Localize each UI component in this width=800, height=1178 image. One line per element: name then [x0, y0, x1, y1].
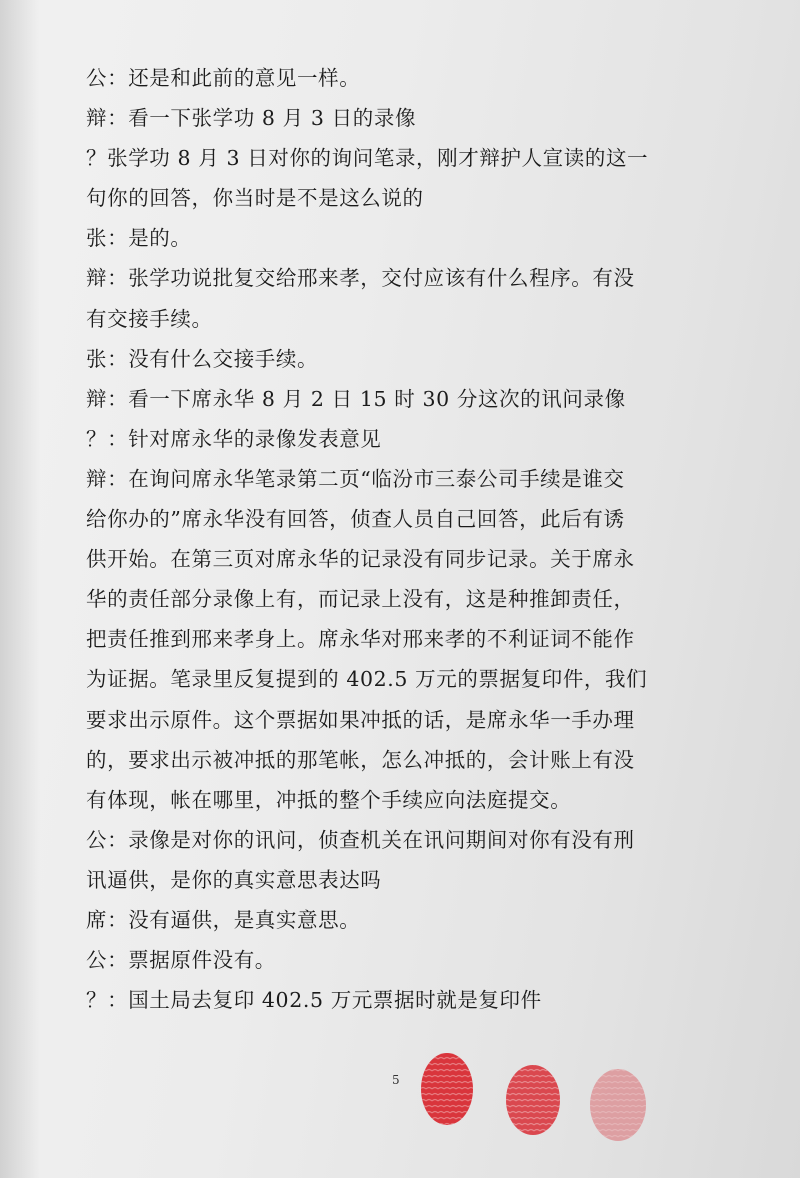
transcript-line: 辩：在询问席永华笔录第二页“临汾市三泰公司手续是谁交 [86, 466, 625, 491]
transcript-line: 给你办的”席永华没有回答，侦查人员自己回答，此后有诱 [86, 507, 625, 532]
transcript-line: 张：是的。 [86, 226, 192, 251]
transcript-line: 讯逼供，是你的真实意思表达吗 [86, 867, 382, 892]
transcript-line: 华的责任部分录像上有，而记录上没有，这是种推卸责任， [86, 587, 635, 612]
transcript-line: 辩：看一下席永华 8 月 2 日 15 时 30 分这次的讯问录像 [86, 386, 626, 411]
transcript-line: 公：录像是对你的讯问，侦查机关在讯问期间对你有没有刑 [86, 827, 635, 852]
transcript-line: 有体现，帐在哪里，冲抵的整个手续应向法庭提交。 [86, 787, 572, 812]
fingerprint-1 [421, 1053, 473, 1125]
fingerprint-2 [506, 1065, 560, 1135]
transcript-line: ？张学功 8 月 3 日对你的询问笔录，刚才辩护人宣读的这一 [86, 146, 649, 171]
transcript-line: 辩：看一下张学功 8 月 3 日的录像 [86, 106, 417, 131]
transcript-line: 公：还是和此前的意见一样。 [86, 66, 361, 90]
transcript-line: 供开始。在第三页对席永华的记录没有同步记录。关于席永 [86, 547, 635, 572]
fingerprint-3 [590, 1069, 646, 1141]
transcript-line: ？：针对席永华的录像发表意见 [86, 426, 382, 451]
transcript-line: 辩：张学功说批复交给邢来孝，交付应该有什么程序。有没 [86, 266, 635, 291]
transcript-line: 的，要求出示被冲抵的那笔帐，怎么冲抵的，会计账上有没 [86, 747, 635, 772]
transcript-line: 张：没有什么交接手续。 [86, 346, 319, 371]
transcript-line: 席：没有逼供，是真实意思。 [86, 907, 361, 932]
transcript-line: 为证据。笔录里反复提到的 402.5 万元的票据复印件，我们 [86, 667, 648, 692]
transcript-line: ？：国土局去复印 402.5 万元票据时就是复印件 [86, 988, 542, 1013]
transcript-body [86, 58, 726, 1020]
transcript-line: 要求出示原件。这个票据如果冲抵的话，是席永华一手办理 [86, 707, 635, 732]
transcript-line: 把责任推到邢来孝身上。席永华对邢来孝的不利证词不能作 [86, 627, 635, 652]
page-number: 5 [392, 1073, 400, 1087]
page-shadow [0, 0, 40, 1178]
transcript-line: 公：票据原件没有。 [86, 948, 276, 973]
transcript-line: 有交接手续。 [86, 306, 213, 331]
transcript-line: 句你的回答，你当时是不是这么说的 [86, 186, 424, 211]
